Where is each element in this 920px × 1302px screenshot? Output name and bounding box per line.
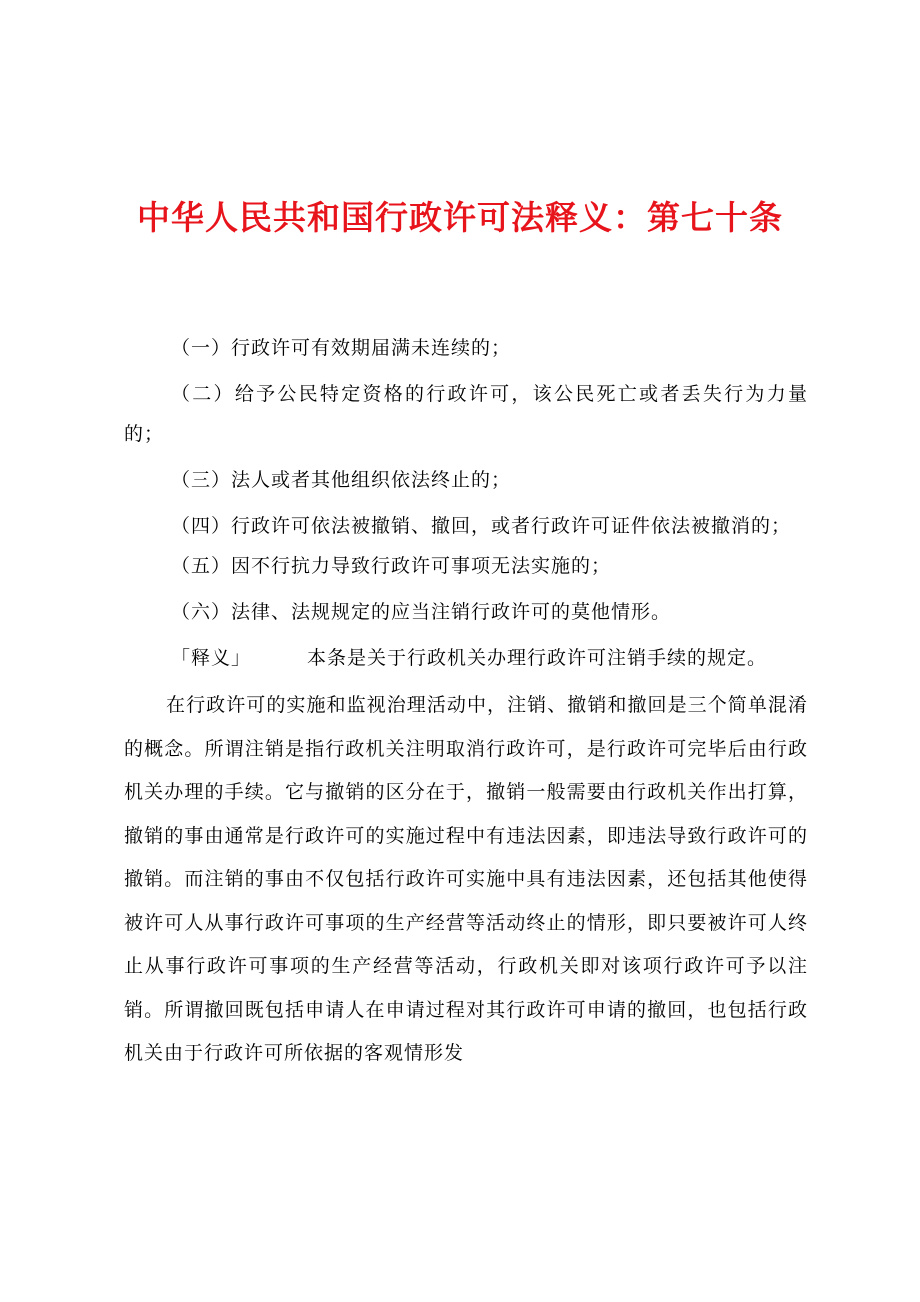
explanation-paragraph: 在行政许可的实施和监视治理活动中，注销、撤销和撤回是三个简单混淆的概念。所谓注销是指行政机关注明取消行政许可，是行政许可完毕后由行政机关办理的手续。它与撤销的区分在于，撤销一般需要由行政机关作出打算，撤销的事由通常是行政许可的实施过程中有违法因素，即违法导致行政许可的撤销。而注销的事由不仅包括行政许可实施中具有违法因素，还包括其他使得被许可人从事行政许可事项的生产经营等活动终止的情形，即只要被许可人终止从事行政许可事项的生产经营等活动，行政机关即对该项行政许可予以注销。所谓撤回既包括申请人在申请过程对其行政许可申请的撤回，也包括行政机关由于行政许可所依据的客观情形发 <box>124 694 808 1064</box>
clause-item-4: （四）行政许可依法被撤销、撤回，或者行政许可证件依法被撤消的； <box>171 515 792 537</box>
interpretation-label: 「释义」 <box>171 647 252 669</box>
interpretation-text: 本条是关于行政机关办理行政许可注销手续的规定。 <box>307 647 768 669</box>
clause-item-5: （五）因不行抗力导致行政许可事项无法实施的； <box>171 555 612 577</box>
clause-item-6: （六）法律、法规规定的应当注销行政许可的莫他情形。 <box>171 601 672 623</box>
clause-item-1: （一）行政许可有效期届满未连续的； <box>171 337 512 359</box>
document-body <box>124 328 808 1076</box>
clause-item-3: （三）法人或者其他组织依法终止的； <box>171 469 512 491</box>
interpretation-note <box>124 638 808 678</box>
clause-item-2: （二）给予公民特定资格的行政许可，该公民死亡或者丢失行为力量的； <box>124 383 808 445</box>
document-title: 中华人民共和国行政许可法释义：第七十条 <box>137 198 783 237</box>
